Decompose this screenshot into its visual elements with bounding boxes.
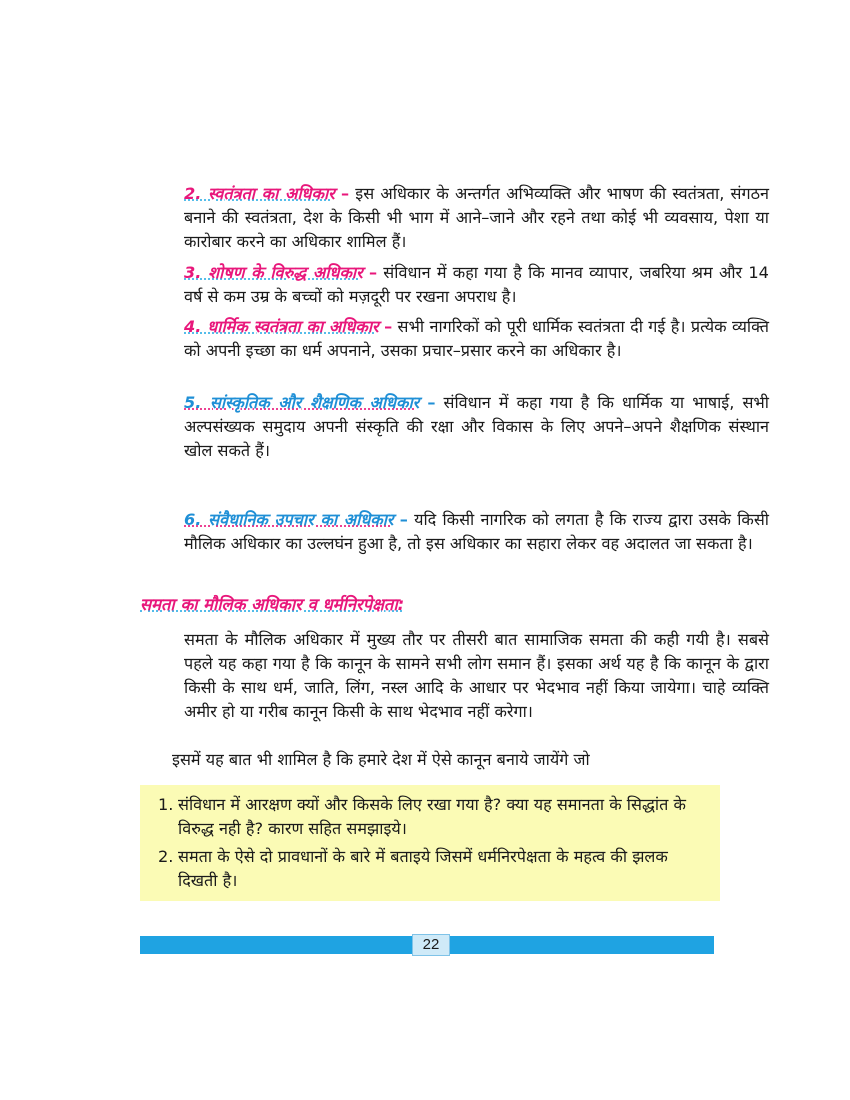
section-remedies bbox=[140, 508, 769, 556]
page-number: 22 bbox=[412, 934, 450, 956]
section-title: समता का मौलिक अधिकार व धर्मनिरपेक्षता: bbox=[140, 595, 405, 614]
section-text: संविधान में कहा गया है कि धार्मिक या भाषाई, सभी अल्पसंख्यक समुदाय अपनी संस्कृति की रक्षा और विकास के लिए अपने–अपने शैक्षणिक संस्थान खोल सकते हैं। bbox=[184, 393, 769, 460]
section-exploitation bbox=[140, 261, 769, 309]
clipped-line bbox=[140, 773, 725, 785]
section-text: सभी नागरिकों को पूरी धार्मिक स्वतंत्रता दी गई है। प्रत्येक व्यक्ति को अपनी इच्छा का धर्म अपनाने, उसका प्रचार–प्रसार करने का अधिकार है। bbox=[184, 317, 769, 360]
heading-dash: – bbox=[427, 393, 436, 412]
heading-dash: – bbox=[399, 510, 408, 529]
heading-dash: – bbox=[340, 184, 350, 203]
section-heading: 6. संवैधानिक उपचार का अधिकार bbox=[184, 510, 394, 529]
section-text: संविधान में कहा गया है कि मानव व्यापार, जबरिया श्रम और 14 वर्ष से कम उम्र के बच्चों को मज़दूरी पर रखना अपराध है। bbox=[184, 263, 769, 306]
body-paragraph: इसमें यह बात भी शामिल है कि हमारे देश में ऐसे कानून बनाये जायेंगे जो bbox=[172, 750, 590, 769]
section-heading: 4. धार्मिक स्वतंत्रता का अधिकार bbox=[184, 317, 379, 336]
heading-dash: – bbox=[368, 263, 378, 282]
section-religion bbox=[140, 315, 769, 363]
question-number: 2. bbox=[158, 847, 174, 866]
heading-dash: – bbox=[384, 317, 393, 336]
section-text: इस अधिकार के अन्तर्गत अभिव्यक्ति और भाषण की स्वतंत्रता, संगठन बनाने की स्वतंत्रता, देश के किसी भी भाग में आने–जाने और रहने तथा कोई भी व्यवसाय, पेशा या कारोबार करने का अधिकार शामिल हैं। bbox=[184, 184, 769, 251]
body-paragraph: समता के मौलिक अधिकार में मुख्य तौर पर तीसरी बात सामाजिक समता की कही गयी है। सबसे पहले यह कहा गया है कि कानून के सामने सभी लोग समान हैं। इसका अर्थ यह है कि कानून के द्वारा किसी के साथ धर्म, जाति, लिंग, नस्ल आदि के आधार पर भेदभाव नहीं किया जायेगा। चाहे व्यक्ति अमीर हो या गरीब कानून किसी के साथ भेदभाव नहीं करेगा। bbox=[184, 630, 769, 721]
question-text: संविधान में आरक्षण क्यों और किसके लिए रखा गया है? क्या यह समानता के सिद्धांत के विरुद्ध नही है? कारण सहित समझाइये। bbox=[178, 795, 686, 838]
section-text: यदि किसी नागरिक को लगता है कि राज्य द्वारा उसके किसी मौलिक अधिकार का उल्लघंन हुआ है, तो इस अधिकार का सहारा लेकर वह अदालत जा सकता है। bbox=[184, 510, 769, 553]
question-list bbox=[158, 793, 706, 897]
section-heading: 5. सांस्कृतिक और शैक्षणिक अधिकार bbox=[184, 393, 420, 412]
question-text: समता के ऐसे दो प्रावधानों के बारे में बताइये जिसमें धर्मनिरपेक्षता के महत्व की झलक दिखती है। bbox=[178, 847, 668, 890]
question-item bbox=[158, 793, 706, 841]
question-number: 1. bbox=[158, 795, 174, 814]
section-freedom bbox=[140, 182, 769, 254]
section-culture bbox=[140, 391, 769, 463]
section-heading: 2. स्वतंत्रता का अधिकार bbox=[184, 184, 335, 203]
question-item bbox=[158, 845, 706, 893]
section-heading: 3. शोषण के विरुद्ध अधिकार bbox=[184, 263, 363, 282]
question-box bbox=[140, 785, 720, 901]
